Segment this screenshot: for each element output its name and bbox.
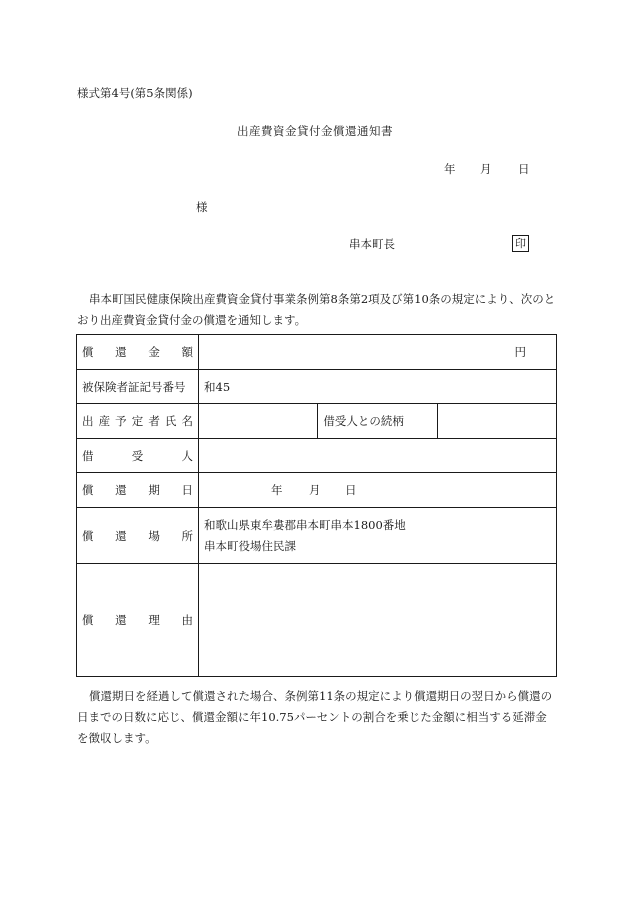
amount-value-cell[interactable] — [199, 335, 557, 370]
repayment-reason-value[interactable] — [199, 564, 557, 677]
due-date-label — [77, 473, 199, 508]
label-char: 所 — [181, 528, 193, 543]
expectant-name-label — [77, 404, 199, 439]
relation-label: 借受人との続柄 — [318, 404, 437, 439]
label-char: 氏 — [164, 414, 177, 428]
label-char: 人 — [181, 448, 193, 463]
label-char: 定 — [131, 414, 144, 428]
repayment-place-label — [77, 508, 199, 564]
relation-value[interactable] — [437, 404, 556, 439]
issue-date-year: 年 — [444, 162, 456, 176]
repayment-place-value[interactable] — [199, 508, 557, 564]
label-char: 還 — [115, 613, 127, 627]
label-char: 償 — [82, 528, 94, 543]
due-date-value[interactable] — [199, 473, 557, 508]
table-row — [77, 473, 557, 508]
table-row — [77, 335, 557, 370]
repayment-reason-label — [77, 564, 199, 677]
label-char: 償 — [82, 345, 94, 359]
table-row — [77, 564, 557, 677]
addressee-suffix: 様 — [196, 200, 208, 214]
label-char: 理 — [148, 613, 160, 627]
late-fee-note: 償還期日を経過して償還された場合、条例第11条の規定により償還期日の翌日から償還の日までの日数に応じ、償還金額に年10.75パーセントの割合を乗じた金額に相当する延滞金を徴収します。 — [77, 689, 553, 745]
repayment-table — [76, 334, 557, 677]
label-char: 還 — [115, 483, 127, 497]
borrower-value[interactable] — [199, 439, 557, 473]
label-char: 出 — [82, 414, 94, 428]
issue-date — [444, 161, 530, 177]
label-char: 金 — [148, 345, 160, 359]
label-char: 償 — [82, 483, 94, 497]
amount-label — [77, 335, 199, 370]
seal-stamp: 印 — [512, 235, 529, 252]
label-char: 償 — [82, 613, 94, 627]
due-date-day: 日 — [345, 483, 357, 497]
table-row — [77, 404, 557, 439]
label-char: 名 — [181, 414, 193, 428]
label-char: 産 — [98, 414, 111, 428]
place-address: 和歌山県東牟婁郡串本町串本1800番地 — [204, 517, 406, 532]
label-char: 者 — [148, 414, 160, 428]
document-title: 出産費資金貸付金償還通知書 — [237, 124, 393, 138]
form-number: 様式第4号(第5条関係) — [77, 86, 193, 100]
table-row — [77, 370, 557, 404]
label-char: 還 — [115, 345, 127, 359]
label-char: 還 — [115, 528, 127, 543]
place-office: 串本町役場住民課 — [204, 538, 296, 553]
issue-date-month: 月 — [480, 162, 492, 176]
intro-paragraph: 串本町国民健康保険出産費資金貸付事業条例第8条第2項及び第10条の規定により、次のとおり出産費資金貸付金の償還を通知します。 — [77, 292, 556, 327]
due-date-year: 年 — [271, 483, 283, 497]
table-row — [77, 508, 557, 564]
due-date-month: 月 — [309, 483, 321, 497]
yen-unit: 円 — [514, 345, 526, 359]
label-char: 額 — [181, 345, 193, 359]
expectant-name-value[interactable] — [199, 404, 318, 439]
label-char: 受 — [131, 448, 144, 463]
table-row — [77, 439, 557, 473]
label-char: 由 — [181, 613, 193, 627]
label-char: 期 — [148, 483, 160, 497]
insured-number-label: 被保険者証記号番号 — [77, 370, 199, 404]
insured-number-value[interactable]: 和45 — [199, 370, 557, 404]
label-char: 日 — [181, 483, 193, 497]
issuer-name: 串本町長 — [349, 237, 395, 251]
label-char: 予 — [115, 414, 127, 428]
issue-date-day: 日 — [518, 162, 530, 176]
label-char: 借 — [82, 448, 94, 463]
borrower-label — [77, 439, 199, 473]
label-char: 場 — [148, 528, 160, 543]
